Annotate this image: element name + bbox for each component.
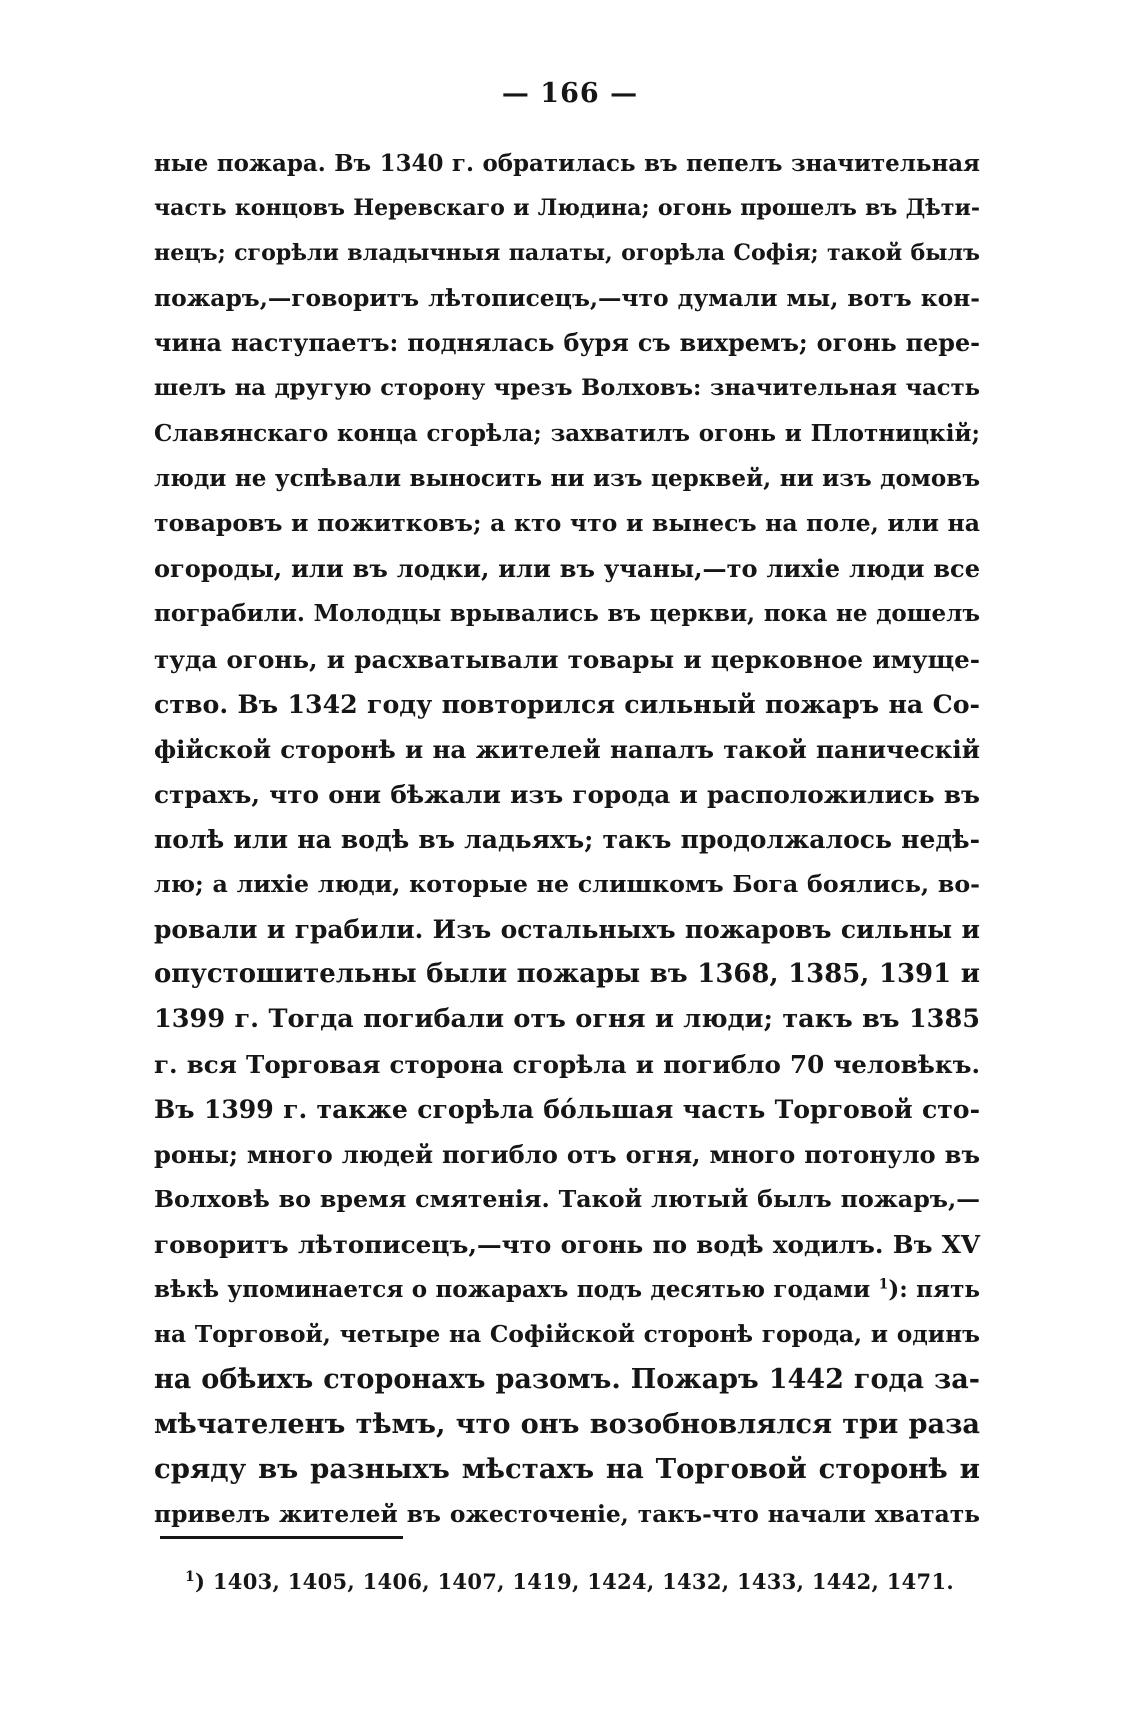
text-line: туда огонь, и расхватывали товары и церковное имуще- <box>154 644 980 674</box>
text-line: пограбили. Молодцы врывались въ церкви, пока не дошелъ <box>154 600 980 628</box>
footnote <box>185 1565 954 1599</box>
text-line: привелъ жителей въ ожесточеніе, такъ-что начали хватать <box>154 1500 980 1529</box>
body-text <box>154 141 980 1537</box>
text-line: Славянскаго конца сгорѣла; захватилъ огонь и Плотницкій; <box>154 420 980 448</box>
text-line: Волховѣ во время смятенія. Такой лютый былъ пожаръ,— <box>154 1185 980 1214</box>
text-line: люди не успѣвали выносить ни изъ церквей, ни изъ домовъ <box>154 465 980 493</box>
text-line: полѣ или на водѣ въ ладьяхъ; такъ продолжалось недѣ- <box>154 824 980 854</box>
text-line-with-footnote-ref <box>154 1267 980 1312</box>
text-line: говоритъ лѣтописецъ,—что огонь по водѣ ходилъ. Въ XV <box>154 1230 980 1260</box>
footnote-reference: 1 <box>878 1276 889 1293</box>
text-line: ные пожара. Въ 1340 г. обратилась въ пепелъ значительная <box>154 150 980 177</box>
text-line: фійской сторонѣ и на жителей напалъ такой паническій <box>154 734 980 764</box>
text-line: мѣчателенъ тѣмъ, что онъ возобновлялся три раза <box>154 1408 980 1441</box>
footnote-text: ) 1403, 1405, 1406, 1407, 1419, 1424, 1432, 1433, 1442, 1471. <box>195 1569 954 1594</box>
text-line: 1399 г. Тогда погибали отъ огня и люди; такъ въ 1385 <box>154 1003 980 1034</box>
text-line: шелъ на другую сторону чрезъ Волховъ: значительная часть <box>154 375 980 402</box>
text-line: опустошительны были пожары въ 1368, 1385, 1391 и <box>154 958 980 989</box>
text-line: на Торговой, четыре на Софійской сторонѣ города, и одинъ <box>154 1321 980 1349</box>
text-line: часть концовъ Неревскаго и Людина; огонь прошелъ въ Дѣти- <box>154 195 980 222</box>
page-number: — 166 — <box>501 78 639 109</box>
text-line: страхъ, что они бѣжали изъ города и расположились въ <box>154 779 980 809</box>
text-line: лю; а лихіе люди, которые не слишкомъ Бога боялись, во- <box>154 869 980 898</box>
text-line: товаровъ и пожитковъ; а кто что и вынесъ на поле, или на <box>154 509 980 538</box>
footnote-marker: 1 <box>185 1569 196 1585</box>
text-line: нецъ; сгорѣли владычныя палаты, огорѣла Софія; такой былъ <box>154 240 980 267</box>
text-line-start: вѣкѣ упоминается о пожарахъ подъ десятью годами <box>154 1276 871 1304</box>
text-line: на обѣихъ сторонахъ разомъ. Пожаръ 1442 года за- <box>154 1364 980 1396</box>
text-line: Въ 1399 г. также сгорѣла бо́льшая часть Торговой сто- <box>154 1093 980 1124</box>
text-line: ровали и грабили. Изъ остальныхъ пожаровъ сильны и <box>154 914 980 944</box>
text-line: сряду въ разныхъ мѣстахъ на Торговой сторонѣ и <box>154 1453 980 1486</box>
text-line: пожаръ,—говоритъ лѣтописецъ,—что думали мы, вотъ кон- <box>154 284 980 313</box>
text-line: ство. Въ 1342 году повторился сильный пожаръ на Со- <box>154 688 980 719</box>
footnote-divider <box>160 1536 403 1539</box>
text-line-end: ): пять <box>888 1276 980 1304</box>
text-line: чина наступаетъ: поднялась буря съ вихремъ; огонь пере- <box>154 329 980 358</box>
text-line: роны; много людей погибло отъ огня, много потонуло въ <box>154 1140 980 1170</box>
text-line: огороды, или въ лодки, или въ учаны,—то лихіе люди все <box>154 554 980 584</box>
text-line: г. вся Торговая сторона сгорѣла и погибло 70 человѣкъ. <box>154 1049 980 1079</box>
